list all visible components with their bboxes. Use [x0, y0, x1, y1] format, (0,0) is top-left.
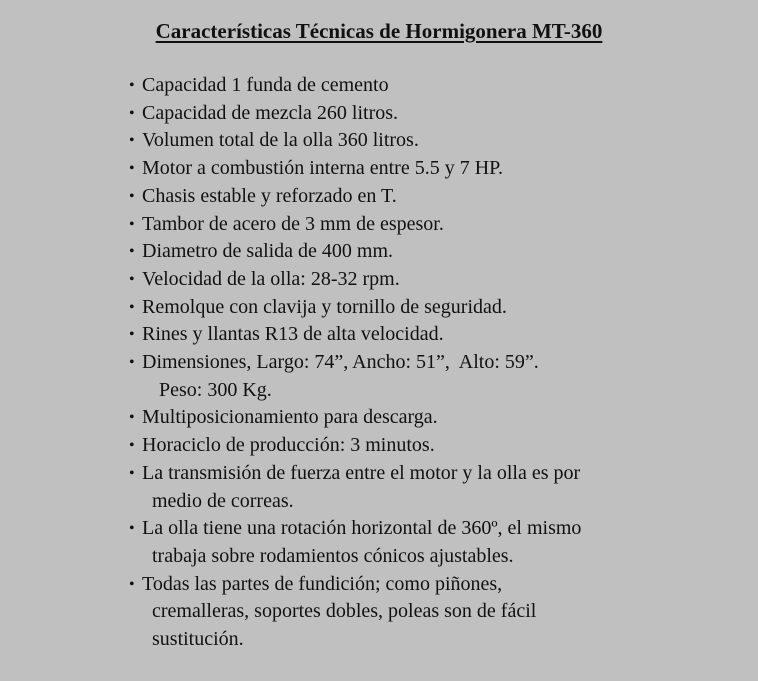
spec-line: Chasis estable y reforzado en T. [142, 184, 397, 207]
spec-line: Multiposicionamiento para descarga. [142, 406, 438, 429]
spec-line-continuation: sustitución. [152, 628, 244, 651]
bullet-icon: • [129, 520, 135, 538]
spec-line-continuation: cremalleras, soportes dobles, poleas son de fácil [152, 600, 537, 623]
spec-item [129, 238, 739, 266]
bullet-icon: • [129, 575, 135, 593]
spec-item [129, 183, 739, 211]
spec-item [129, 72, 739, 100]
spec-line: Todas las partes de fundición; como piñones, [142, 572, 503, 595]
spec-item [129, 294, 739, 322]
spec-line: La olla tiene una rotación horizontal de 360º, el mismo [142, 517, 582, 540]
spec-item [129, 155, 739, 183]
spec-line: La transmisión de fuerza entre el motor y la olla es por [142, 461, 581, 484]
spec-item [129, 266, 739, 294]
bullet-icon: • [129, 409, 135, 427]
spec-line: Horaciclo de producción: 3 minutos. [142, 434, 435, 457]
spec-item [129, 571, 739, 654]
spec-item [129, 127, 739, 155]
bullet-icon: • [129, 270, 135, 288]
spec-line: Diametro de salida de 400 mm. [142, 240, 394, 263]
spec-item [129, 404, 739, 432]
spec-item [129, 100, 739, 128]
spec-item [129, 321, 739, 349]
bullet-icon: • [129, 298, 135, 316]
bullet-icon: • [129, 132, 135, 150]
spec-line: Volumen total de la olla 360 litros. [142, 129, 419, 152]
bullet-icon: • [129, 437, 135, 455]
spec-line: Dimensiones, Largo: 74”, Ancho: 51”, Alto: 59”. [142, 351, 539, 374]
spec-line: Capacidad 1 funda de cemento [142, 74, 389, 96]
specifications-list [129, 72, 739, 654]
spec-item [129, 432, 739, 460]
spec-item [129, 460, 739, 515]
spec-line: Capacidad de mezcla 260 litros. [142, 101, 399, 124]
bullet-icon: • [129, 187, 135, 205]
bullet-icon: • [129, 464, 135, 482]
bullet-icon: • [129, 243, 135, 261]
spec-item [129, 515, 739, 570]
spec-line-continuation: medio de correas. [152, 489, 294, 512]
spec-line: Velocidad de la olla: 28-32 rpm. [142, 267, 400, 290]
spec-line: Tambor de acero de 3 mm de espesor. [142, 212, 444, 235]
spec-line: Motor a combustión interna entre 5.5 y 7 HP. [142, 157, 504, 180]
bullet-icon: • [129, 160, 135, 178]
document-title: Características Técnicas de Hormigonera MT-360 [155, 19, 603, 43]
spec-item [129, 211, 739, 239]
bullet-icon: • [129, 77, 135, 94]
bullet-icon: • [129, 354, 135, 372]
bullet-icon: • [129, 104, 135, 122]
spec-line: Rines y llantas R13 de alta velocidad. [142, 323, 444, 346]
spec-line-continuation: Peso: 300 Kg. [159, 378, 272, 401]
bullet-icon: • [129, 326, 135, 344]
spec-line-continuation: trabaja sobre rodamientos cónicos ajustables. [152, 544, 514, 567]
bullet-icon: • [129, 215, 135, 233]
spec-line: Remolque con clavija y tornillo de seguridad. [142, 295, 507, 318]
spec-item [129, 349, 739, 404]
